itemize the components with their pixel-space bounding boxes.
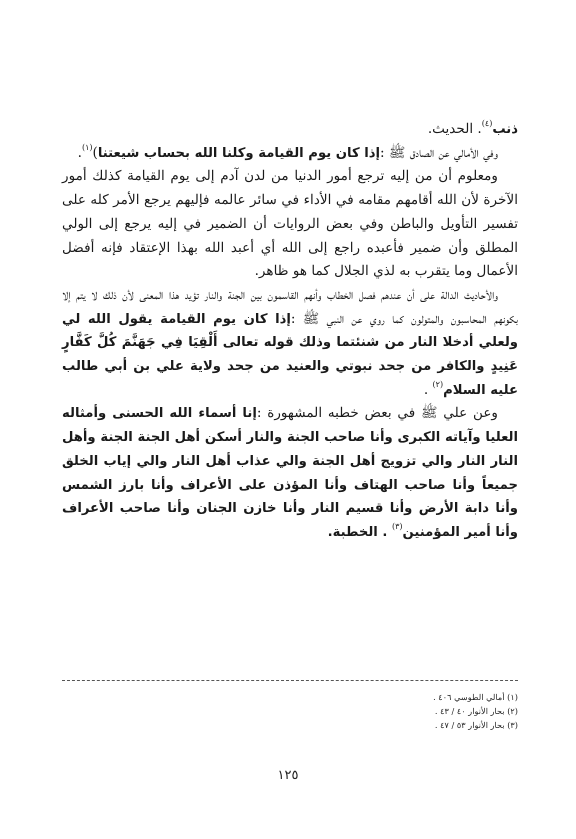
footnote-3: (٣) بحار الأنوار ٥٣ / ٤٧ . xyxy=(434,720,518,730)
paragraph-2-tail: . xyxy=(77,144,82,161)
paragraph-2-quote: إذا كان يوم القيامة وكلنا الله بحساب شيعتنا xyxy=(97,145,381,161)
footnote-separator xyxy=(62,680,518,681)
paragraph-5-tail: . الخطبة. xyxy=(327,524,392,540)
footnote-ref-2: (٢) xyxy=(432,379,444,389)
footnote-ref-4: (٤) xyxy=(481,119,493,128)
page-number: ١٢٥ xyxy=(277,768,299,783)
paragraph-1-text: ذنب xyxy=(492,122,518,137)
footnote-ref-3: (٣) xyxy=(391,521,403,531)
paragraph-3 xyxy=(62,165,518,284)
paragraph-5-text: وعن علي ﷺ في بعض خطبه المشهورة : xyxy=(256,405,498,422)
paragraph-5-quote: إنا أسماء الله الحسنى وأمثاله العليا وآياته الكبرى وأنا صاحب الجنة والنار أسكن أهل الجنة الجنة وأهل النار النار والي تزويج أهل الجنة والي عذاب أهل النار والي إياب الخلق جميعاً وأنا صاحب الهتاف وأنا المؤذن على الأعراف وأنا بارز الشمس وأنا دابة الأرض وأنا قسيم النار وأنا خازن الجنان وأنا صاحب الأعراف وأنا أمير المؤمنين xyxy=(62,406,518,540)
paragraph-2-close: ) xyxy=(92,144,98,161)
paragraph-4-quote: إذا كان يوم القيامة يقول الله لي ولعلي أدخلا النار من شنئتما وذلك قوله تعالى أَلْقِيَا فِي جَهَنَّمَ كُلَّ كَفَّارٍ عَنِيدٍ والكافر من جحد نبوتي والعنيد من جحد ولاية علي بن أبي طالب عليه السلام xyxy=(62,311,518,398)
paragraph-4-text: والأحاديث الدالة على أن عندهم فصل الخطاب وأنهم القاسمون بين الجنة والنار تؤيد هذا المعنى لأن ذلك لا يتم إلا بكونهم المحاسبون والمتولون كما روي عن النبي ﷺ : xyxy=(62,286,518,327)
footnote-ref-1: (١) xyxy=(81,142,93,152)
footnote-2: (٢) بحار الأنوار ٤٠ / ٤٣ . xyxy=(434,706,518,716)
paragraph-4 xyxy=(62,284,518,403)
footnotes xyxy=(62,690,518,732)
paragraph-3-text: ومعلوم أن من إليه ترجع أمور الدنيا من لدن آدم إلى يوم القيامة كذلك أمور الآخرة لأن الله أقامهم مقامه في الأداء في سائر عالمه فإليهم يرجع الأمر كله على تفسير التأويل والباطن وفي بعض الروايات أن الضمير في إليه يرجع إلى الولي المطلق وأن ضمير فأعبده راجع إلى الله أي أعبد الله بهذا الإعتقاد فإنه أفضل الأعمال وما يتقرب به لذي الجلال كما هو ظاهر. xyxy=(62,168,518,280)
paragraph-1-tail: . الحديث. xyxy=(427,121,482,137)
paragraph-2-text: وفي الأمالي عن الصادق ﷺ : xyxy=(380,144,498,161)
footnote-1: (١) أمالي الطوسي ٤٠٦ . xyxy=(433,692,518,702)
paragraph-1 xyxy=(62,118,518,142)
paragraph-4-tail: . xyxy=(423,381,433,398)
paragraph-2 xyxy=(62,142,518,166)
paragraph-5 xyxy=(62,402,518,544)
main-text xyxy=(62,118,518,545)
